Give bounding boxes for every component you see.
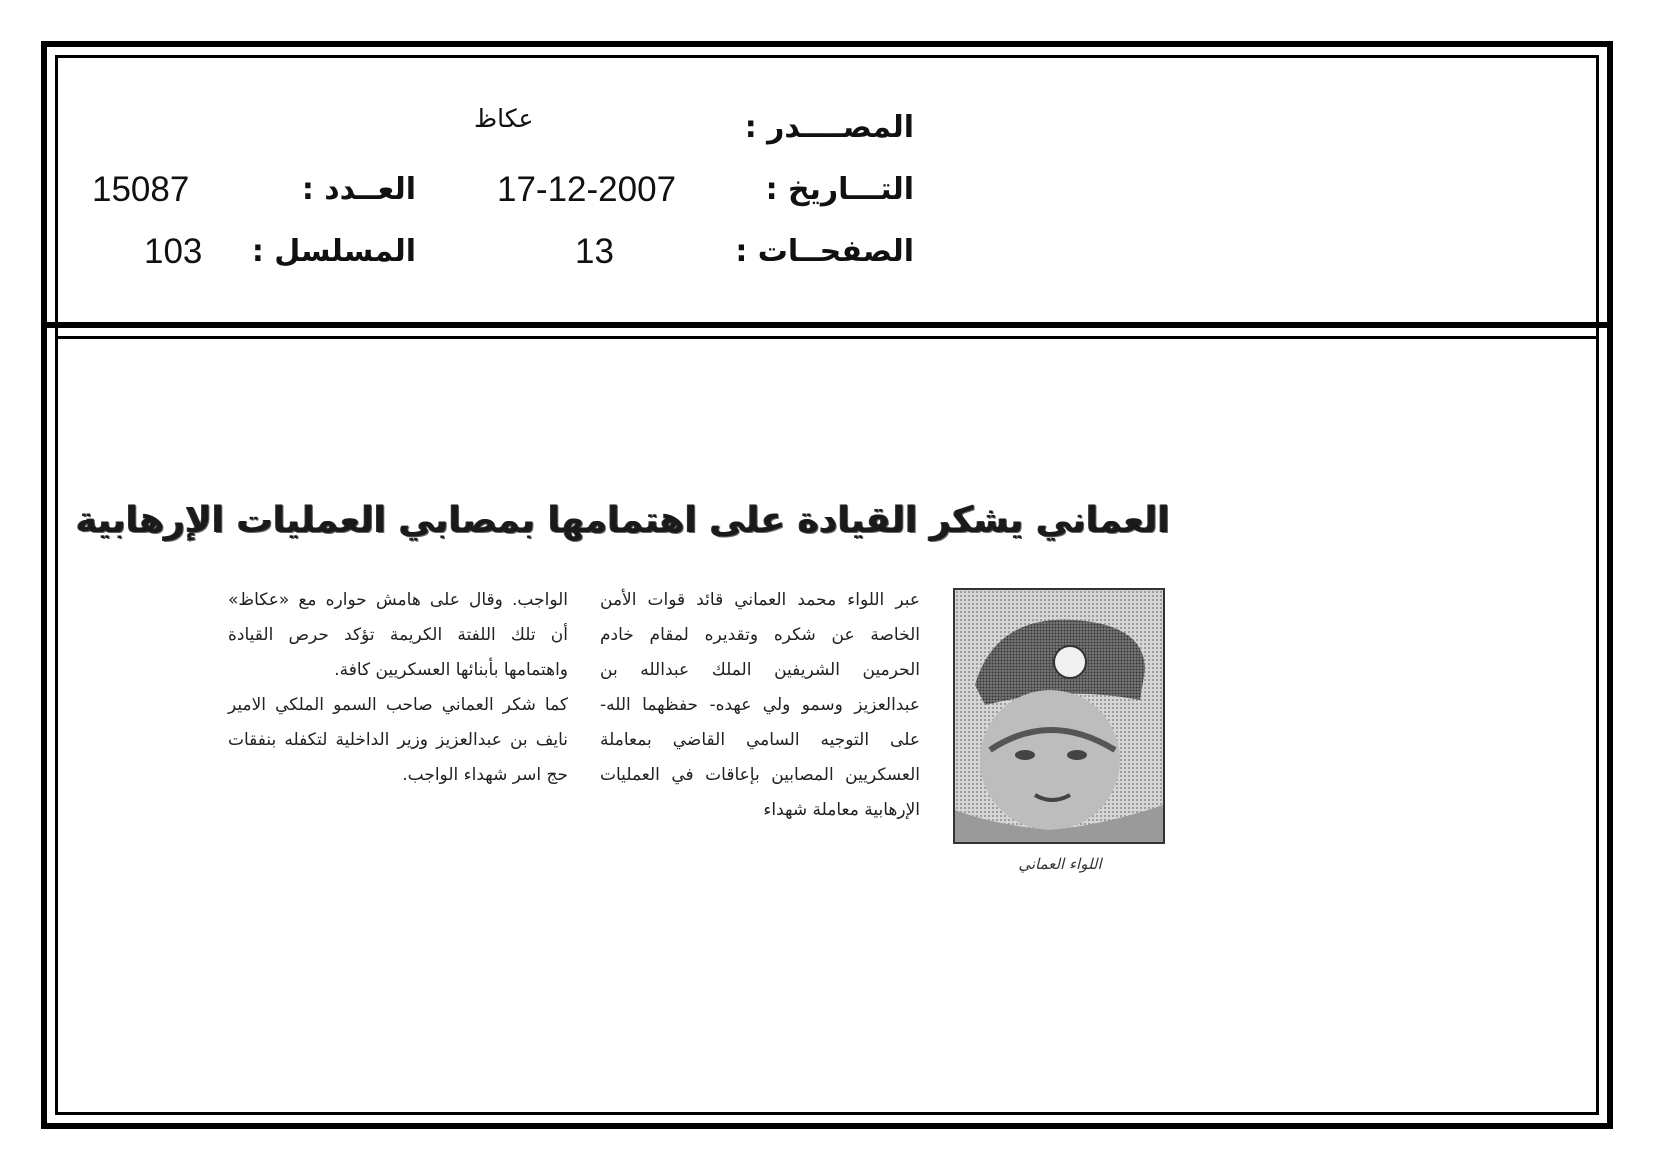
issue-value: 15087 (92, 170, 190, 209)
source-value: عكاظ (474, 104, 534, 133)
pages-label: الصفحــات : (735, 234, 914, 269)
portrait-photo (953, 588, 1165, 844)
date-label: التـــاريخ : (765, 172, 914, 207)
photo-caption: اللواء العماني (1018, 855, 1102, 873)
serial-value: 103 (144, 232, 203, 271)
source-label: المصــــدر : (744, 110, 914, 145)
article-paragraph: عبر اللواء محمد العماني قائد قوات الأمن الخاصة عن شكره وتقديره لمقام خادم الحرمين الشريفين الملك عبدالله بن عبدالعزيز وسمو ولي عهده- حفظهما الله- على التوجيه السامي القاضي بمعاملة العسكريين المصابين بإعاقات في العمليات الإرهابية معاملة شهداء (600, 590, 920, 820)
article-column-left (228, 583, 568, 793)
pages-value: 13 (575, 232, 614, 271)
article-paragraph: الواجب. وقال على هامش حواره مع «عكاظ» أن تلك اللفتة الكريمة تؤكد حرص القيادة واهتمامها بأبنائها العسكريين كافة. (228, 590, 568, 680)
header-divider (44, 322, 1610, 328)
article-paragraph: كما شكر العماني صاحب السمو الملكي الامير نايف بن عبدالعزيز وزير الداخلية لتكفله بنفقات حج اسر شهداء الواجب. (228, 695, 568, 785)
issue-label: العــدد : (301, 172, 416, 207)
portrait-image (955, 590, 1163, 842)
serial-label: المسلسل : (251, 234, 416, 269)
article-headline: العماني يشكر القيادة على اهتمامها بمصابي العمليات الإرهابية (76, 500, 1170, 541)
header-divider-inner (57, 336, 1597, 339)
date-value: 17-12-2007 (497, 170, 677, 209)
article-column-right (600, 583, 920, 828)
